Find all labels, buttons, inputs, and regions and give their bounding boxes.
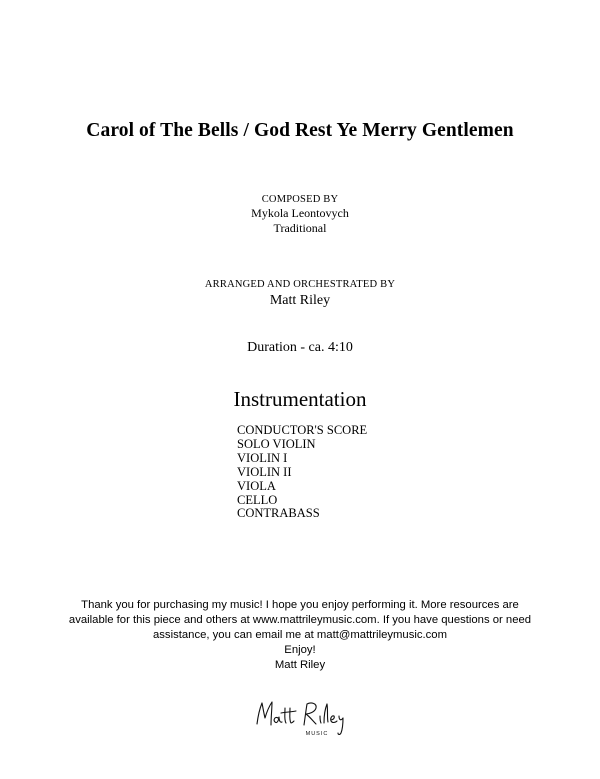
thank-you-line: Thank you for purchasing my music! I hope you enjoy performing it. More resources are xyxy=(81,599,519,611)
thank-you-message xyxy=(40,598,560,673)
thank-you-line: assistance, you can email me at matt@mattrileymusic.com xyxy=(153,629,447,641)
instrument-item: VIOLIN I xyxy=(237,450,288,465)
thank-you-line: Enjoy! xyxy=(284,644,316,656)
composer-name: Traditional xyxy=(273,221,327,235)
thank-you-line: available for this piece and others at www.mattrileymusic.com. If you have questions or need xyxy=(68,614,532,626)
arranged-by-section xyxy=(0,278,600,311)
instrumentation-heading: Instrumentation xyxy=(233,387,367,411)
arranger-name: Matt Riley xyxy=(269,293,331,308)
thank-you-signoff: Matt Riley xyxy=(274,659,326,671)
composed-by-label: COMPOSED BY xyxy=(261,194,339,205)
instrument-item: CONDUCTOR'S SCORE xyxy=(237,423,368,437)
logo-subtext: MUSIC xyxy=(305,731,329,737)
instrument-item: CONTRABASS xyxy=(237,506,320,521)
composed-by-section xyxy=(0,193,600,236)
instrumentation-list xyxy=(237,424,367,521)
instrument-item: VIOLIN II xyxy=(237,464,292,479)
page-title: Carol of The Bells / God Rest Ye Merry Gentlemen xyxy=(86,120,514,141)
instrument-item: SOLO VIOLIN xyxy=(237,436,316,451)
composer-name: Mykola Leontovych xyxy=(251,206,349,220)
instrument-item: CELLO xyxy=(237,492,278,507)
matt-riley-music-logo xyxy=(253,694,351,740)
instrument-item: VIOLA xyxy=(237,478,276,493)
duration-text: Duration - ca. 4:10 xyxy=(247,340,353,355)
arranged-by-label: ARRANGED AND ORCHESTRATED BY xyxy=(204,279,396,290)
